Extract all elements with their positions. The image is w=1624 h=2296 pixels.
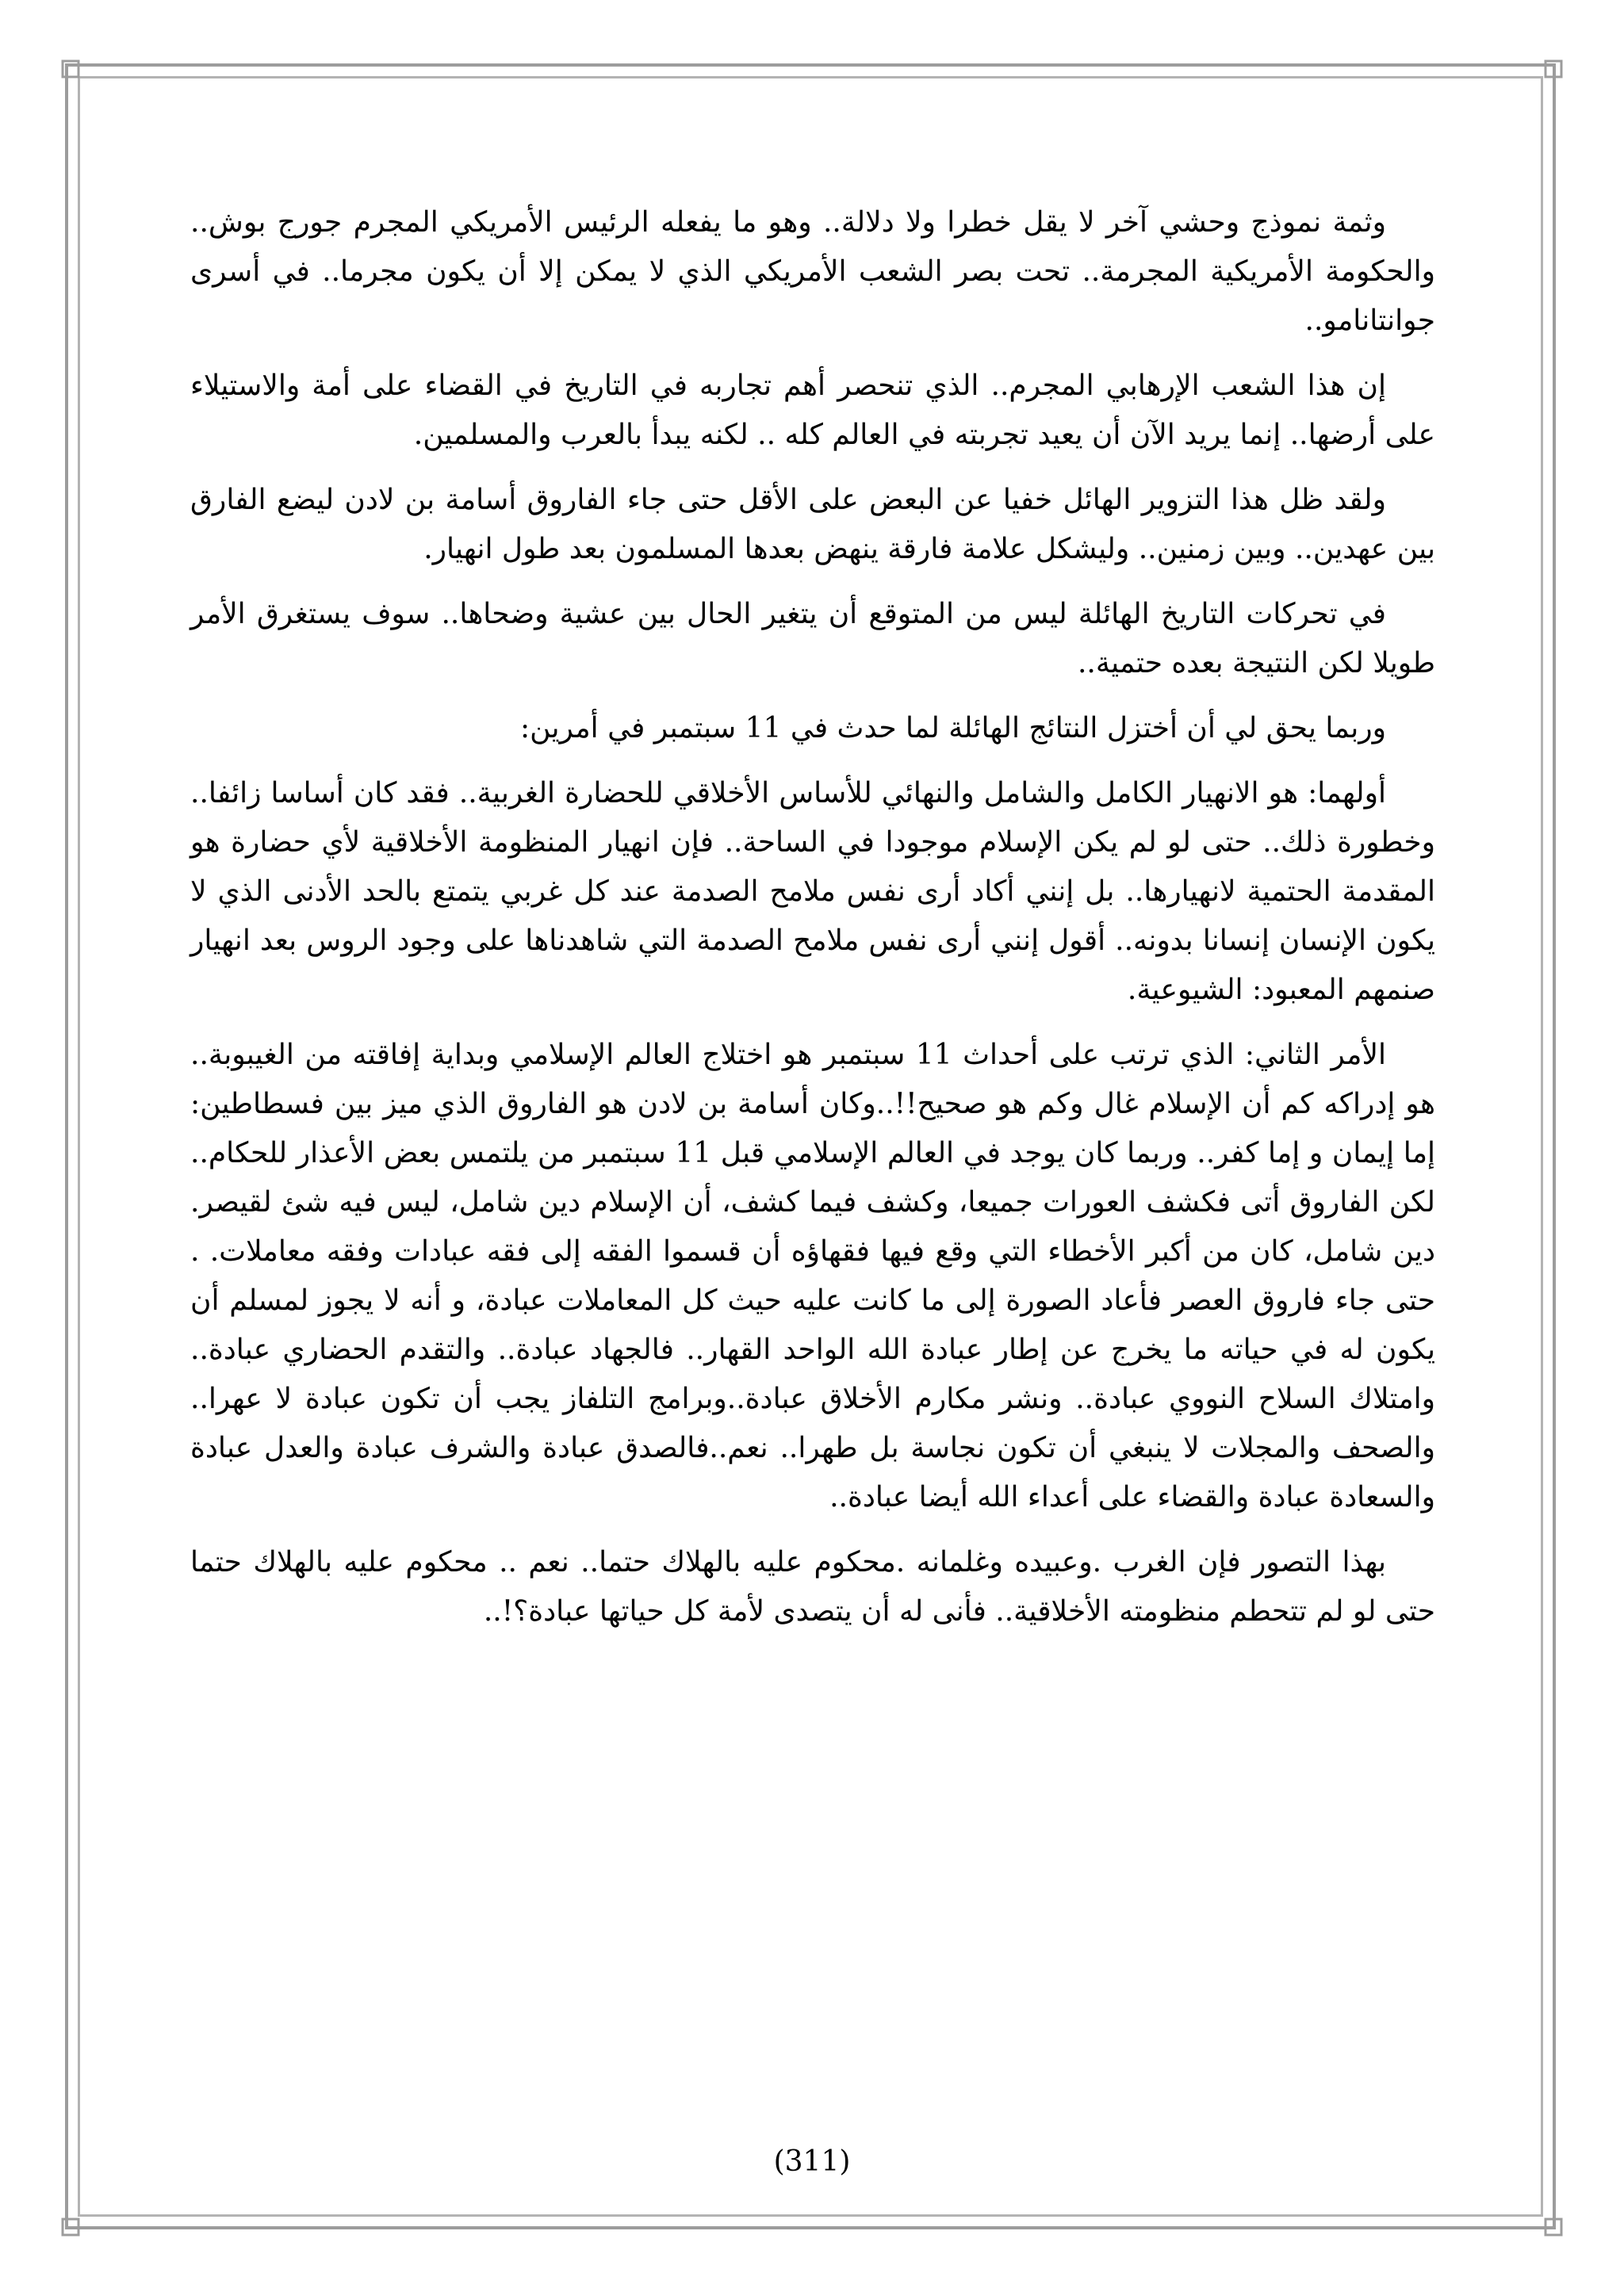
- border-corner-ornament: [60, 59, 81, 79]
- border-corner-ornament: [1543, 59, 1564, 79]
- paragraph: الأمر الثاني: الذي ترتب على أحداث 11 سبتمبر هو اختلاج العالم الإسلامي وبداية إفاقته من الغيبوبة.. هو إدراكه كم أن الإسلام غال وكم هو صحيح!!..وكان أسامة بن لادن هو الفاروق الذي ميز بين فسطاطين: إما إيمان و إما كفر.. وربما كان يوجد في العالم الإسلامي قبل 11 سبتمبر من يلتمس بعض الأعذار للحكام.. لكن الفاروق أتى فكشف العورات جميعا، وكشف فيما كشف، أن الإسلام دين شامل، ليس فيه شئ لقيصر. دين شامل، كان من أكبر الأخطاء التي وقع فيها فقهاؤه أن قسموا الفقه إلى فقه عبادات وفقه معاملات. . حتى جاء فاروق العصر فأعاد الصورة إلى ما كانت عليه حيث كل المعاملات عبادة، و أنه لا يجوز لمسلم أن يكون له في حياته ما يخرج عن إطار عبادة الله الواحد القهار.. فالجهاد عبادة.. والتقدم الحضاري عبادة.. وامتلاك السلاح النووي عبادة.. ونشر مكارم الأخلاق عبادة..وبرامج التلفاز يجب أن تكون عبادة لا عهرا.. والصحف والمجلات لا ينبغي أن تكون نجاسة بل طهرا.. نعم..فالصدق عبادة والشرف عبادة والعدل عبادة والسعادة عبادة والقضاء على أعداء الله أيضا عبادة..: [190, 1039, 1436, 1513]
- paragraph: وربما يحق لي أن أختزل النتائج الهائلة لما حدث في 11 سبتمبر في أمرين:: [519, 712, 1386, 744]
- paragraph: في تحركات التاريخ الهائلة ليس من المتوقع أن يتغير الحال بين عشية وضحاها.. سوف يستغرق الأمر طويلا لكن النتيجة بعده حتمية..: [190, 598, 1435, 679]
- border-corner-ornament: [1543, 2217, 1564, 2237]
- document-body: [190, 198, 1435, 1652]
- page-number: (311): [773, 2145, 851, 2178]
- paragraph: وثمة نموذج وحشي آخر لا يقل خطرا ولا دلالة.. وهو ما يفعله الرئيس الأمريكي المجرم جورج بوش.. والحكومة الأمريكية المجرمة.. تحت بصر الشعب الأمريكي الذي لا يمكن إلا أن يكون مجرما.. في أسرى جوانتانامو..: [190, 206, 1435, 337]
- border-corner-ornament: [60, 2217, 81, 2237]
- paragraph: ولقد ظل هذا التزوير الهائل خفيا عن البعض على الأقل حتى جاء الفاروق أسامة بن لادن ليضع الفارق بين عهدين.. وبين زمنين.. وليشكل علامة فارقة ينهض بعدها المسلمون بعد طول انهيار.: [190, 484, 1435, 565]
- paragraph: أولهما: هو الانهيار الكامل والشامل والنهائي للأساس الأخلاقي للحضارة الغربية.. فقد كان أساسا زائفا.. وخطورة ذلك.. حتى لو لم يكن الإسلام موجودا في الساحة.. فإن انهيار المنظومة الأخلاقية لأي حضارة هو المقدمة الحتمية لانهيارها.. بل إنني أكاد أرى نفس ملامح الصدمة عند كل غربي يتمتع بالحد الأدنى الذي لا يكون الإنسان إنسانا بدونه.. أقول إنني أرى نفس ملامح الصدمة التي شاهدناها على وجود الروس بعد انهيار صنمهم المعبود: الشيوعية.: [190, 777, 1435, 1006]
- paragraph: بهذا التصور فإن الغرب .وعبيده وغلمانه .محكوم عليه بالهلاك حتما.. نعم .. محكوم عليه بالهلاك حتما حتى لو لم تتحطم منظومته الأخلاقية.. فأنى له أن يتصدى لأمة كل حياتها عبادة؟!..: [190, 1546, 1435, 1628]
- paragraph: إن هذا الشعب الإرهابي المجرم.. الذي تنحصر أهم تجاربه في التاريخ في القضاء على أمة والاستيلاء على أرضها.. إنما يريد الآن أن يعيد تجربته في العالم كله .. لكنه يبدأ بالعرب والمسلمين.: [190, 369, 1435, 451]
